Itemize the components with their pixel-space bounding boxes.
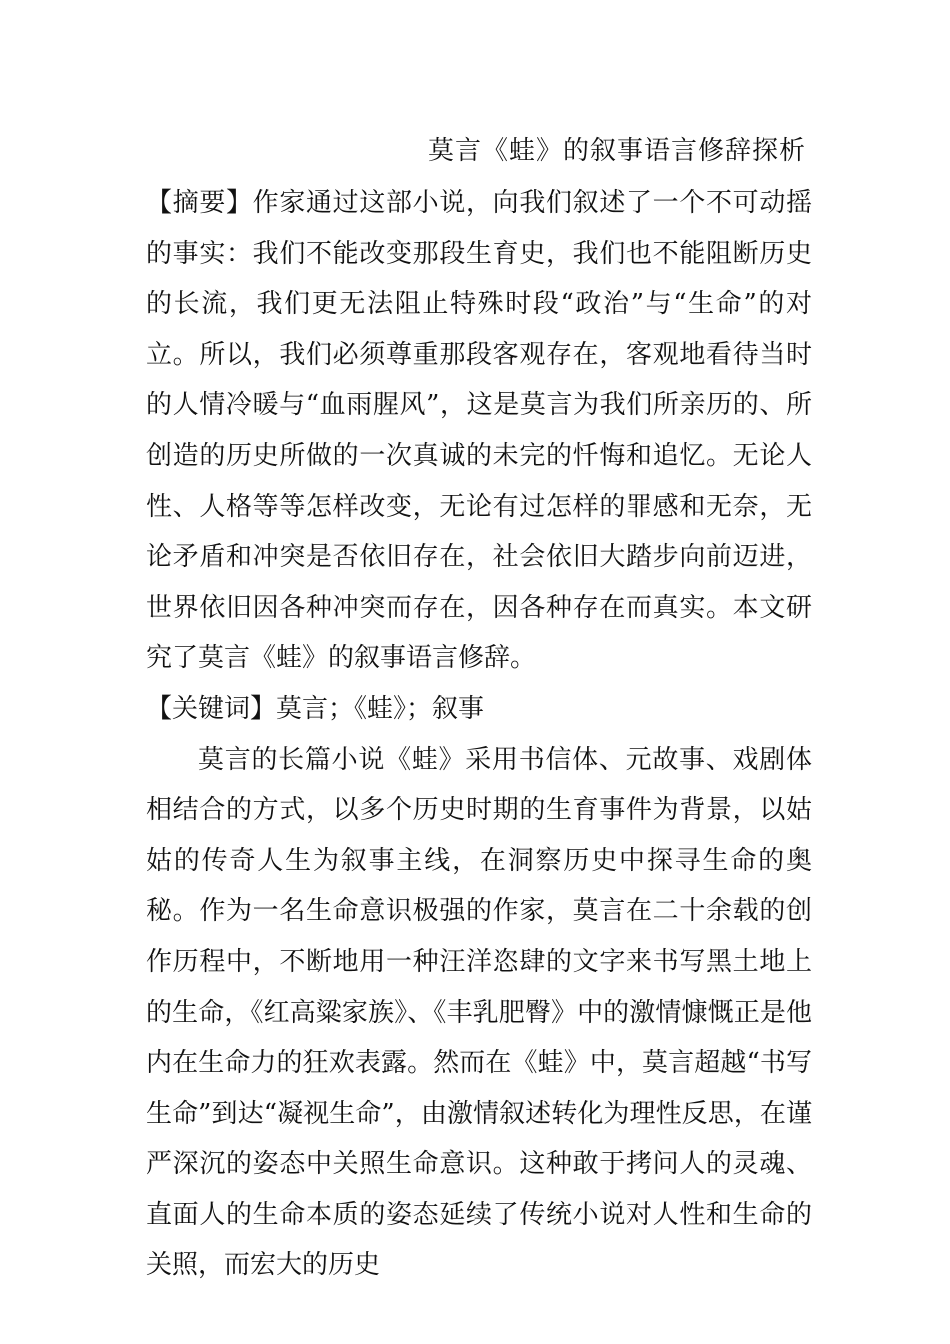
abstract-label: 【摘要】 xyxy=(146,188,253,218)
keywords-text: 莫言；《蛙》；叙事 xyxy=(276,693,485,724)
document-title: 莫言《蛙》的叙事语言修辞探析 xyxy=(427,136,806,166)
keywords-paragraph xyxy=(146,684,812,735)
body-paragraph: 莫言的长篇小说《蛙》采用书信体、元故事、戏剧体相结合的方式，以多个历史时期的生育事件为背景，以姑姑的传奇人生为叙事主线，在洞察历史中探寻生命的奥秘。作为一名生命意识极强的作家，莫言在二十余载的创作历程中，不断地用一种汪洋恣肆的文字来书写黑土地上的生命，《红高粱家族》、《丰乳肥臀》中的激情慷慨正是他内在生命力的狂欢表露。然而在《蛙》中，莫言超越“书写生命”到达“凝视生命”，由激情叙述转化为理性反思，在谨严深沉的姿态中关照生命意识。这种敢于拷问人的灵魂、直面人的生命本质的姿态延续了传统小说对人性和生命的关照，而宏大的历史 xyxy=(146,744,812,1281)
document-body xyxy=(146,178,812,1291)
keywords-label: 【关键词】 xyxy=(146,693,277,724)
abstract-text: 作家通过这部小说，向我们叙述了一个不可动摇的事实：我们不能改变那段生育史，我们也不能阻断历史的长流，我们更无法阻止特殊时段“政治”与“生命”的对立。所以，我们必须尊重那段客观存在，客观地看待当时的人情冷暖与“血雨腥风”，这是莫言为我们所亲历的、所创造的历史所做的一次真诚的未完的忏悔和追忆。无论人性、人格等等怎样改变，无论有过怎样的罪感和无奈，无论矛盾和冲突是否依旧存在，社会依旧大踏步向前迈进，世界依旧因各种冲突而存在，因各种存在而真实。本文研究了莫言《蛙》的叙事语言修辞。 xyxy=(146,188,812,674)
abstract-paragraph xyxy=(146,178,812,684)
